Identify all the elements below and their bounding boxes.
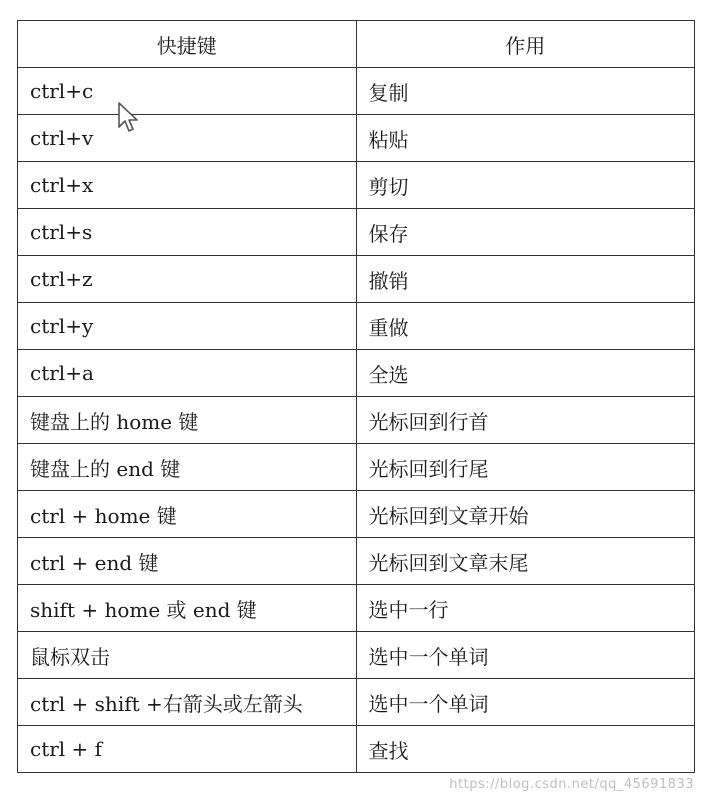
mouse-pointer-icon [117, 101, 139, 133]
function-cell: 选中一个单词 [356, 632, 695, 679]
table-row [18, 350, 695, 397]
shortcut-cell: ctrl+s [18, 209, 357, 256]
shortcut-cell: ctrl + f [18, 726, 357, 773]
function-cell: 粘贴 [356, 115, 695, 162]
function-cell: 全选 [356, 350, 695, 397]
watermark-url: https://blog.csdn.net/qq_45691833 [449, 777, 694, 792]
table-row [18, 491, 695, 538]
function-cell: 保存 [356, 209, 695, 256]
function-cell: 撤销 [356, 256, 695, 303]
table-row [18, 444, 695, 491]
header-row [18, 21, 695, 68]
shortcut-cell: 键盘上的 home 键 [18, 397, 357, 444]
shortcut-cell: ctrl + home 键 [18, 491, 357, 538]
table-row [18, 397, 695, 444]
table-row [18, 209, 695, 256]
shortcut-cell: ctrl+a [18, 350, 357, 397]
table-row [18, 256, 695, 303]
shortcut-cell: ctrl+v [18, 115, 357, 162]
function-cell: 复制 [356, 68, 695, 115]
function-cell: 选中一个单词 [356, 679, 695, 726]
function-cell: 剪切 [356, 162, 695, 209]
function-cell: 重做 [356, 303, 695, 350]
function-cell: 光标回到文章末尾 [356, 538, 695, 585]
table-row [18, 679, 695, 726]
shortcut-cell: ctrl + shift +右箭头或左箭头 [18, 679, 357, 726]
function-cell: 光标回到行尾 [356, 444, 695, 491]
table-row [18, 162, 695, 209]
function-cell: 选中一行 [356, 585, 695, 632]
table-row [18, 585, 695, 632]
shortcut-cell: ctrl + end 键 [18, 538, 357, 585]
function-cell: 查找 [356, 726, 695, 773]
shortcut-cell: ctrl+x [18, 162, 357, 209]
header-function: 作用 [356, 21, 695, 68]
shortcut-cell: ctrl+z [18, 256, 357, 303]
table-row [18, 303, 695, 350]
function-cell: 光标回到文章开始 [356, 491, 695, 538]
function-cell: 光标回到行首 [356, 397, 695, 444]
table-row [18, 632, 695, 679]
table-row [18, 538, 695, 585]
shortcut-cell: ctrl+y [18, 303, 357, 350]
shortcut-cell: shift + home 或 end 键 [18, 585, 357, 632]
shortcut-cell: 键盘上的 end 键 [18, 444, 357, 491]
shortcut-cell: ctrl+c [18, 68, 357, 115]
table-row [18, 726, 695, 773]
header-shortcut: 快捷键 [18, 21, 357, 68]
shortcut-cell: 鼠标双击 [18, 632, 357, 679]
